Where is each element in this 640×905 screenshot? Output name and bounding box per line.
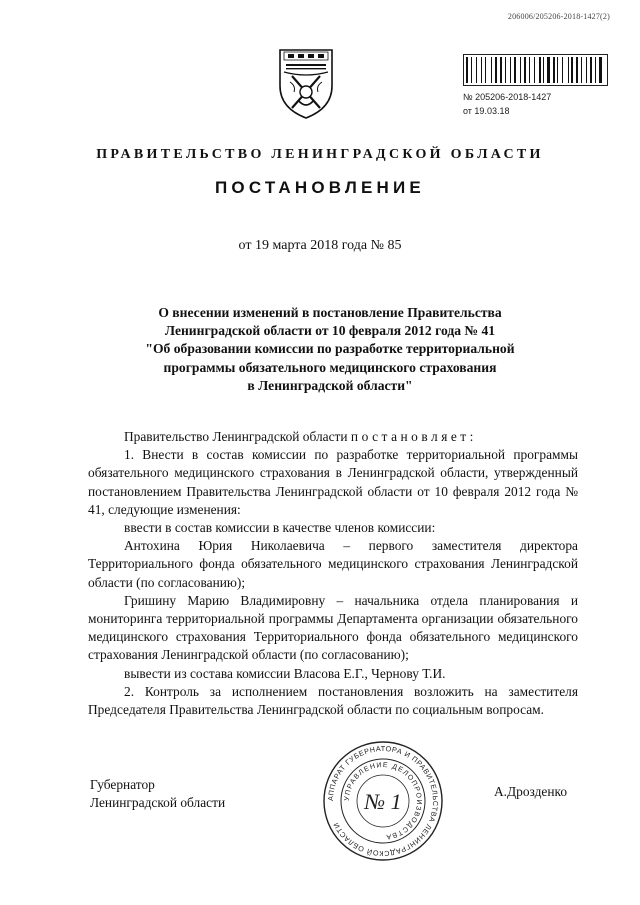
subject-line: "Об образовании комиссии по разработке территориальной — [145, 341, 515, 357]
subject-line: программы обязательного медицинского страхования — [163, 359, 497, 375]
barcode-bar — [543, 57, 544, 83]
stamp-number: № 1 — [364, 789, 402, 814]
barcode-bar — [495, 57, 497, 83]
barcode-bar — [557, 57, 558, 83]
barcode-bar — [471, 57, 472, 83]
barcode-bar — [534, 57, 535, 83]
barcode-bar — [520, 57, 521, 83]
document-body — [88, 428, 578, 719]
registration-date: от 19.03.18 — [463, 106, 510, 116]
intro-decree-word: постановляет: — [350, 429, 477, 444]
document-code: 206006/205206-2018-1427(2) — [507, 12, 610, 21]
body-paragraph: Гришину Марию Владимировну – начальника отдела планирования и мониторинга территориальной программы Департамента организации обязательного медицинского страхования Территориального фонда обязательного медицинского страхования Ленинградской области (по согласованию); — [88, 592, 578, 663]
barcode-bar — [491, 57, 492, 83]
barcode-bar — [586, 57, 587, 83]
signer-name: А.Дрозденко — [494, 784, 568, 799]
barcode-bar — [547, 57, 550, 83]
barcode-bar — [590, 57, 592, 83]
signer-title-line: Ленинградской области — [90, 795, 226, 810]
barcode-bar — [514, 57, 517, 83]
intro-prefix: Правительство Ленинградской области — [124, 429, 351, 444]
barcode-bar — [571, 57, 573, 83]
registration-number: № 205206-2018-1427 — [463, 92, 552, 102]
signer-title — [90, 776, 225, 812]
body-paragraph: ввести в состав комиссии в качестве членов комиссии: — [124, 520, 436, 536]
barcode-bar — [485, 57, 487, 83]
document-date: от 19 марта 2018 года № 85 — [238, 238, 402, 253]
barcode-bar — [510, 57, 511, 83]
barcode-bar — [500, 57, 503, 83]
barcode-bar — [481, 57, 482, 83]
coat-of-arms-emblem — [276, 46, 336, 120]
official-stamp — [322, 740, 444, 862]
signer-title-line: Губернатор — [90, 777, 155, 792]
stamp-inner-text: УПРАВЛЕНИЕ ДЕЛОПРОИЗВОДСТВА — [343, 761, 423, 841]
barcode-bar — [476, 57, 477, 83]
barcode-bar — [599, 57, 602, 83]
barcode-bar — [576, 57, 578, 83]
barcode-bar — [595, 57, 596, 83]
subject-line: в Ленинградской области" — [247, 377, 413, 393]
barcode — [463, 54, 608, 86]
stamp-outer-text: АППАРАТ ГУБЕРНАТОРА И ПРАВИТЕЛЬСТВА ЛЕНИНГРАДСКОЙ ОБЛАСТИ — [325, 743, 441, 859]
barcode-bar — [505, 57, 506, 83]
barcode-bar — [524, 57, 526, 83]
subject-line: Ленинградской области от 10 февраля 2012 года № 41 — [164, 323, 496, 339]
government-title: ПРАВИТЕЛЬСТВО ЛЕНИНГРАДСКОЙ ОБЛАСТИ — [96, 147, 544, 162]
registration-block — [463, 54, 608, 116]
subject-line: О внесении изменений в постановление Правительства — [158, 305, 502, 320]
body-paragraph: вывести из состава комиссии Власова Е.Г., Чернову Т.И. — [124, 665, 446, 681]
body-paragraph: 1. Внести в состав комиссии по разработке территориальной программы обязательного медицинского страхования в Ленинградской области, утвержденный постановлением Правительства Ленинградской области от 10 февраля 2012 года № 41, следующие изменения: — [88, 447, 578, 517]
intro-paragraph — [88, 428, 578, 446]
barcode-bar — [529, 57, 530, 83]
barcode-bar — [466, 57, 468, 83]
barcode-bar — [553, 57, 555, 83]
body-paragraph: Антохина Юрия Николаевича – первого заместителя директора Территориального фонда обязательного медицинского страхования Ленинградской области (по согласованию); — [88, 538, 578, 590]
barcode-bar — [568, 57, 569, 83]
document-subject — [120, 304, 540, 395]
body-paragraph: 2. Контроль за исполнением постановления возложить на заместителя Председателя Правительства Ленинградской области по социальным вопросам. — [88, 683, 578, 718]
barcode-bar — [581, 57, 582, 83]
barcode-bar — [562, 57, 563, 83]
barcode-bar — [539, 57, 541, 83]
document-type: ПОСТАНОВЛЕНИЕ — [215, 178, 425, 197]
